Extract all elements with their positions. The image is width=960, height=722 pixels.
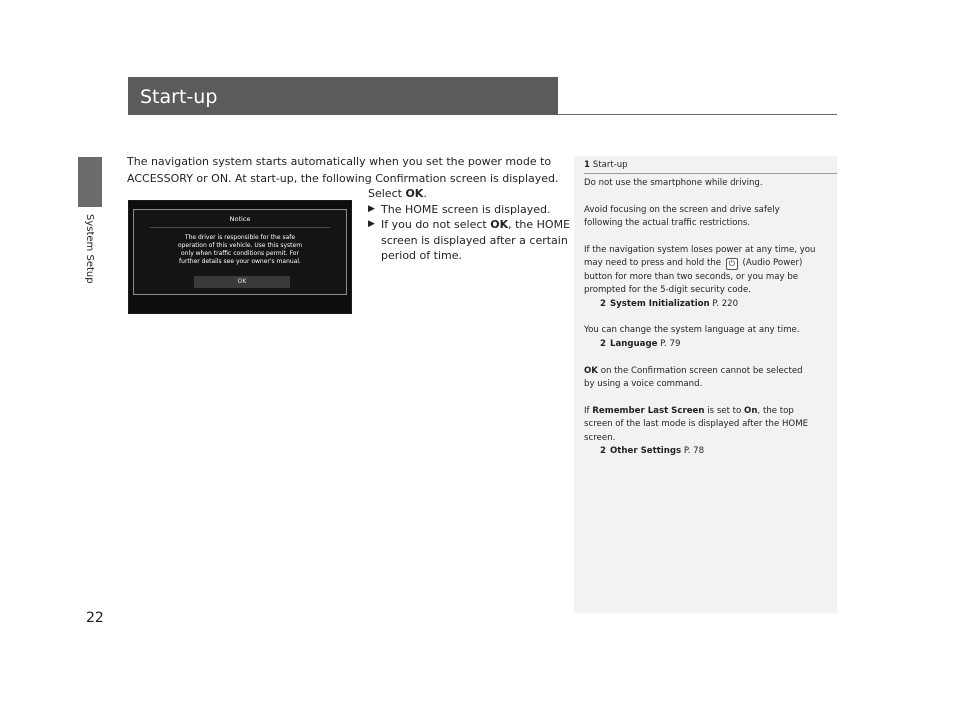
ref-name: Other Settings — [609, 446, 682, 457]
note-text: is set to — [704, 405, 745, 416]
notice-title: Notice — [229, 215, 251, 223]
section-title-bar — [128, 77, 558, 115]
step-result-2-prefix: If you do not select — [381, 218, 491, 231]
notice-divider — [150, 227, 330, 228]
note-line — [584, 405, 834, 418]
ref-page: P. 78 — [681, 446, 705, 457]
intro-line-2: ACCESSORY or ON. At start-up, the following Confirmation screen is displayed. — [127, 172, 559, 185]
intro-text — [127, 153, 557, 187]
sidebar-tab — [78, 157, 102, 207]
reference-2-icon: 2 — [600, 298, 606, 309]
note-text: may need to press and hold the — [584, 258, 724, 269]
step-select — [368, 186, 570, 202]
note-line — [584, 257, 834, 270]
side-note-box — [574, 156, 837, 613]
ref-page: P. 79 — [657, 338, 681, 349]
note-text: , the top — [757, 405, 794, 416]
step-result-1-text: The HOME screen is displayed. — [381, 202, 551, 216]
ref-name: Language — [609, 338, 658, 349]
title-rule — [558, 114, 837, 115]
notice-line: The driver is responsible for the safe — [184, 234, 296, 241]
note-ok: OK — [584, 365, 598, 376]
side-note-content — [584, 177, 834, 458]
sidebar-label: System Setup — [84, 214, 95, 284]
notice-line: operation of this vehicle. Use this system — [177, 242, 303, 249]
note-text: on the Confirmation screen cannot be selected — [597, 365, 803, 376]
page-title: Start-up — [140, 86, 218, 108]
note-line: screen. — [584, 432, 616, 443]
note-text: (Audio Power) — [739, 258, 803, 269]
note-line: screen of the last mode is displayed after the HOME — [584, 419, 809, 430]
reference-other-settings[interactable] — [584, 445, 834, 458]
confirmation-screen-image — [128, 200, 352, 314]
note-line: button for more than two seconds, or you may be — [584, 271, 799, 282]
note-line — [584, 365, 834, 378]
notice-dialog — [133, 209, 347, 295]
step-result-2 — [368, 217, 570, 264]
notice-body — [140, 234, 340, 266]
note-bold: On — [744, 405, 758, 416]
note-line: by using a voice command. — [584, 379, 703, 390]
notice-ok-button: OK — [194, 276, 290, 288]
reference-language[interactable] — [584, 338, 834, 351]
note-line: following the actual traffic restrictions. — [584, 218, 751, 229]
ref-name: System Initialization — [609, 298, 710, 309]
note-line: Do not use the smartphone while driving. — [584, 178, 763, 188]
note-line: prompted for the 5-digit security code. — [584, 285, 751, 296]
side-note-heading — [584, 160, 837, 174]
note-line: If the navigation system loses power at any time, you — [584, 245, 816, 255]
step-result-2-suffix: , the HOME — [508, 218, 571, 231]
step-result-2-line-1 — [381, 217, 570, 233]
step-select-prefix: Select — [368, 187, 406, 200]
step-result-1 — [368, 202, 570, 218]
notice-line: further details see your owner's manual. — [179, 258, 301, 265]
note-text: If — [584, 405, 593, 416]
power-button-icon: ⏻ — [726, 258, 738, 270]
side-note-number: 1 — [584, 160, 590, 170]
steps — [368, 186, 570, 264]
triangle-right-icon: ▶ — [368, 203, 375, 214]
reference-2-icon: 2 — [600, 338, 606, 349]
side-note-title: Start-up — [592, 160, 628, 170]
notice-line: only when traffic conditions permit. For — [181, 250, 299, 257]
ref-page: P. 220 — [709, 298, 739, 309]
page-number: 22 — [86, 610, 104, 626]
note-line: You can change the system language at any time. — [584, 325, 800, 336]
step-result-2-line-3: period of time. — [381, 249, 462, 262]
reference-2-icon: 2 — [600, 446, 606, 457]
reference-system-initialization[interactable] — [584, 298, 834, 311]
intro-line-1: The navigation system starts automatically when you set the power mode to — [127, 155, 552, 168]
step-select-ok: OK — [405, 187, 424, 200]
note-bold: Remember Last Screen — [592, 405, 705, 416]
step-result-2-line-2: screen is displayed after a certain — [381, 233, 568, 247]
note-line: Avoid focusing on the screen and drive safely — [584, 204, 780, 215]
step-result-2-ok: OK — [490, 218, 509, 231]
triangle-right-icon: ▶ — [368, 219, 375, 229]
step-select-suffix: . — [423, 187, 427, 200]
